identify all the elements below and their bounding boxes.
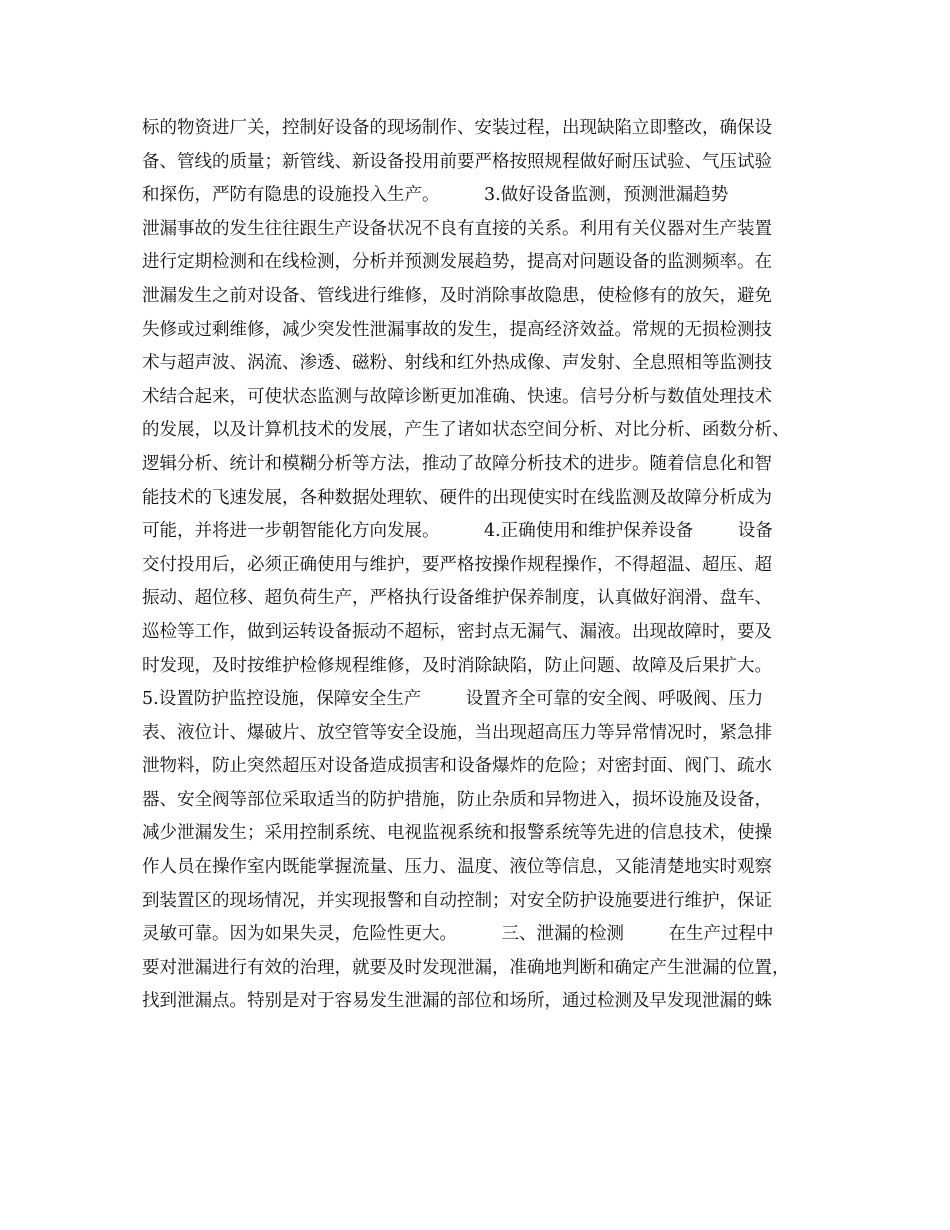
text-line: 表、液位计、爆破片、放空管等安全设施，当出现超高压力等异常情况时，紧急排	[142, 722, 772, 743]
text-line: 5.设置防护监控设施，保障安全生产 设置齐全可靠的安全阀、呼吸阀、压力	[142, 689, 764, 710]
text-line: 减少泄漏发生；采用控制系统、电视监视系统和报警系统等先进的信息技术，使操	[142, 823, 772, 844]
text-line: 泄漏发生之前对设备、管线进行维修，及时消除事故隐患，使检修有的放矢，避免	[142, 285, 772, 306]
text-line: 泄漏事故的发生往往跟生产设备状况不良有直接的关系。利用有关仪器对生产装置	[142, 218, 772, 239]
text-line: 泄物料，防止突然超压对设备造成损害和设备爆炸的危险；对密封面、阀门、疏水	[142, 756, 772, 777]
text-line: 到装置区的现场情况，并实现报警和自动控制；对安全防护设施要进行维护，保证	[142, 890, 772, 911]
text-line: 作人员在操作室内既能掌握流量、压力、温度、液位等信息，又能清楚地实时观察	[142, 857, 772, 878]
text-line: 灵敏可靠。因为如果失灵，危险性更大。 三、泄漏的检测 在生产过程中	[142, 924, 774, 945]
text-line: 术结合起来，可使状态监测与故障诊断更加准确、快速。信号分析与数值处理技术	[142, 386, 772, 407]
text-line: 交付投用后，必须正确使用与维护，要严格按操作规程操作，不得超温、超压、超	[142, 554, 772, 575]
text-line: 要对泄漏进行有效的治理，就要及时发现泄漏，准确地判断和确定产生泄漏的位置，	[142, 957, 790, 978]
text-line: 能技术的飞速发展，各种数据处理软、硬件的出现使实时在线监测及故障分析成为	[142, 487, 772, 508]
text-line: 时发现，及时按维护检修规程维修，及时消除缺陷，防止问题、故障及后果扩大。	[142, 655, 772, 676]
text-line: 备、管线的质量；新管线、新设备投用前要严格按照规程做好耐压试验、气压试验	[142, 151, 772, 172]
text-line: 和探伤，严防有隐患的设施投入生产。 3.做好设备监测，预测泄漏趋势	[142, 185, 729, 206]
text-line: 逻辑分析、统计和模糊分析等方法，推动了故障分析技术的进步。随着信息化和智	[142, 453, 772, 474]
text-line: 振动、超位移、超负荷生产，严格执行设备维护保养制度，认真做好润滑、盘车、	[142, 588, 772, 609]
text-line: 找到泄漏点。特别是对于容易发生泄漏的部位和场所，通过检测及早发现泄漏的蛛	[142, 991, 772, 1012]
text-line: 器、安全阀等部位采取适当的防护措施，防止杂质和异物进入，损坏设施及设备，	[142, 789, 772, 810]
text-line: 术与超声波、涡流、渗透、磁粉、射线和红外热成像、声发射、全息照相等监测技	[142, 353, 772, 374]
text-line: 巡检等工作，做到运转设备振动不超标，密封点无漏气、漏液。出现故障时，要及	[142, 621, 772, 642]
text-line: 标的物资进厂关，控制好设备的现场制作、安装过程，出现缺陷立即整改，确保设	[142, 118, 772, 138]
body-text	[142, 112, 822, 1019]
text-line: 的发展，以及计算机技术的发展，产生了诸如状态空间分析、对比分析、函数分析、	[142, 420, 790, 441]
text-line: 可能，并将进一步朝智能化方向发展。 4.正确使用和维护保养设备 设备	[142, 521, 773, 542]
text-line: 失修或过剩维修，减少突发性泄漏事故的发生，提高经济效益。常规的无损检测技	[142, 319, 772, 340]
text-line: 进行定期检测和在线检测，分析并预测发展趋势，提高对问题设备的监测频率。在	[142, 252, 772, 273]
